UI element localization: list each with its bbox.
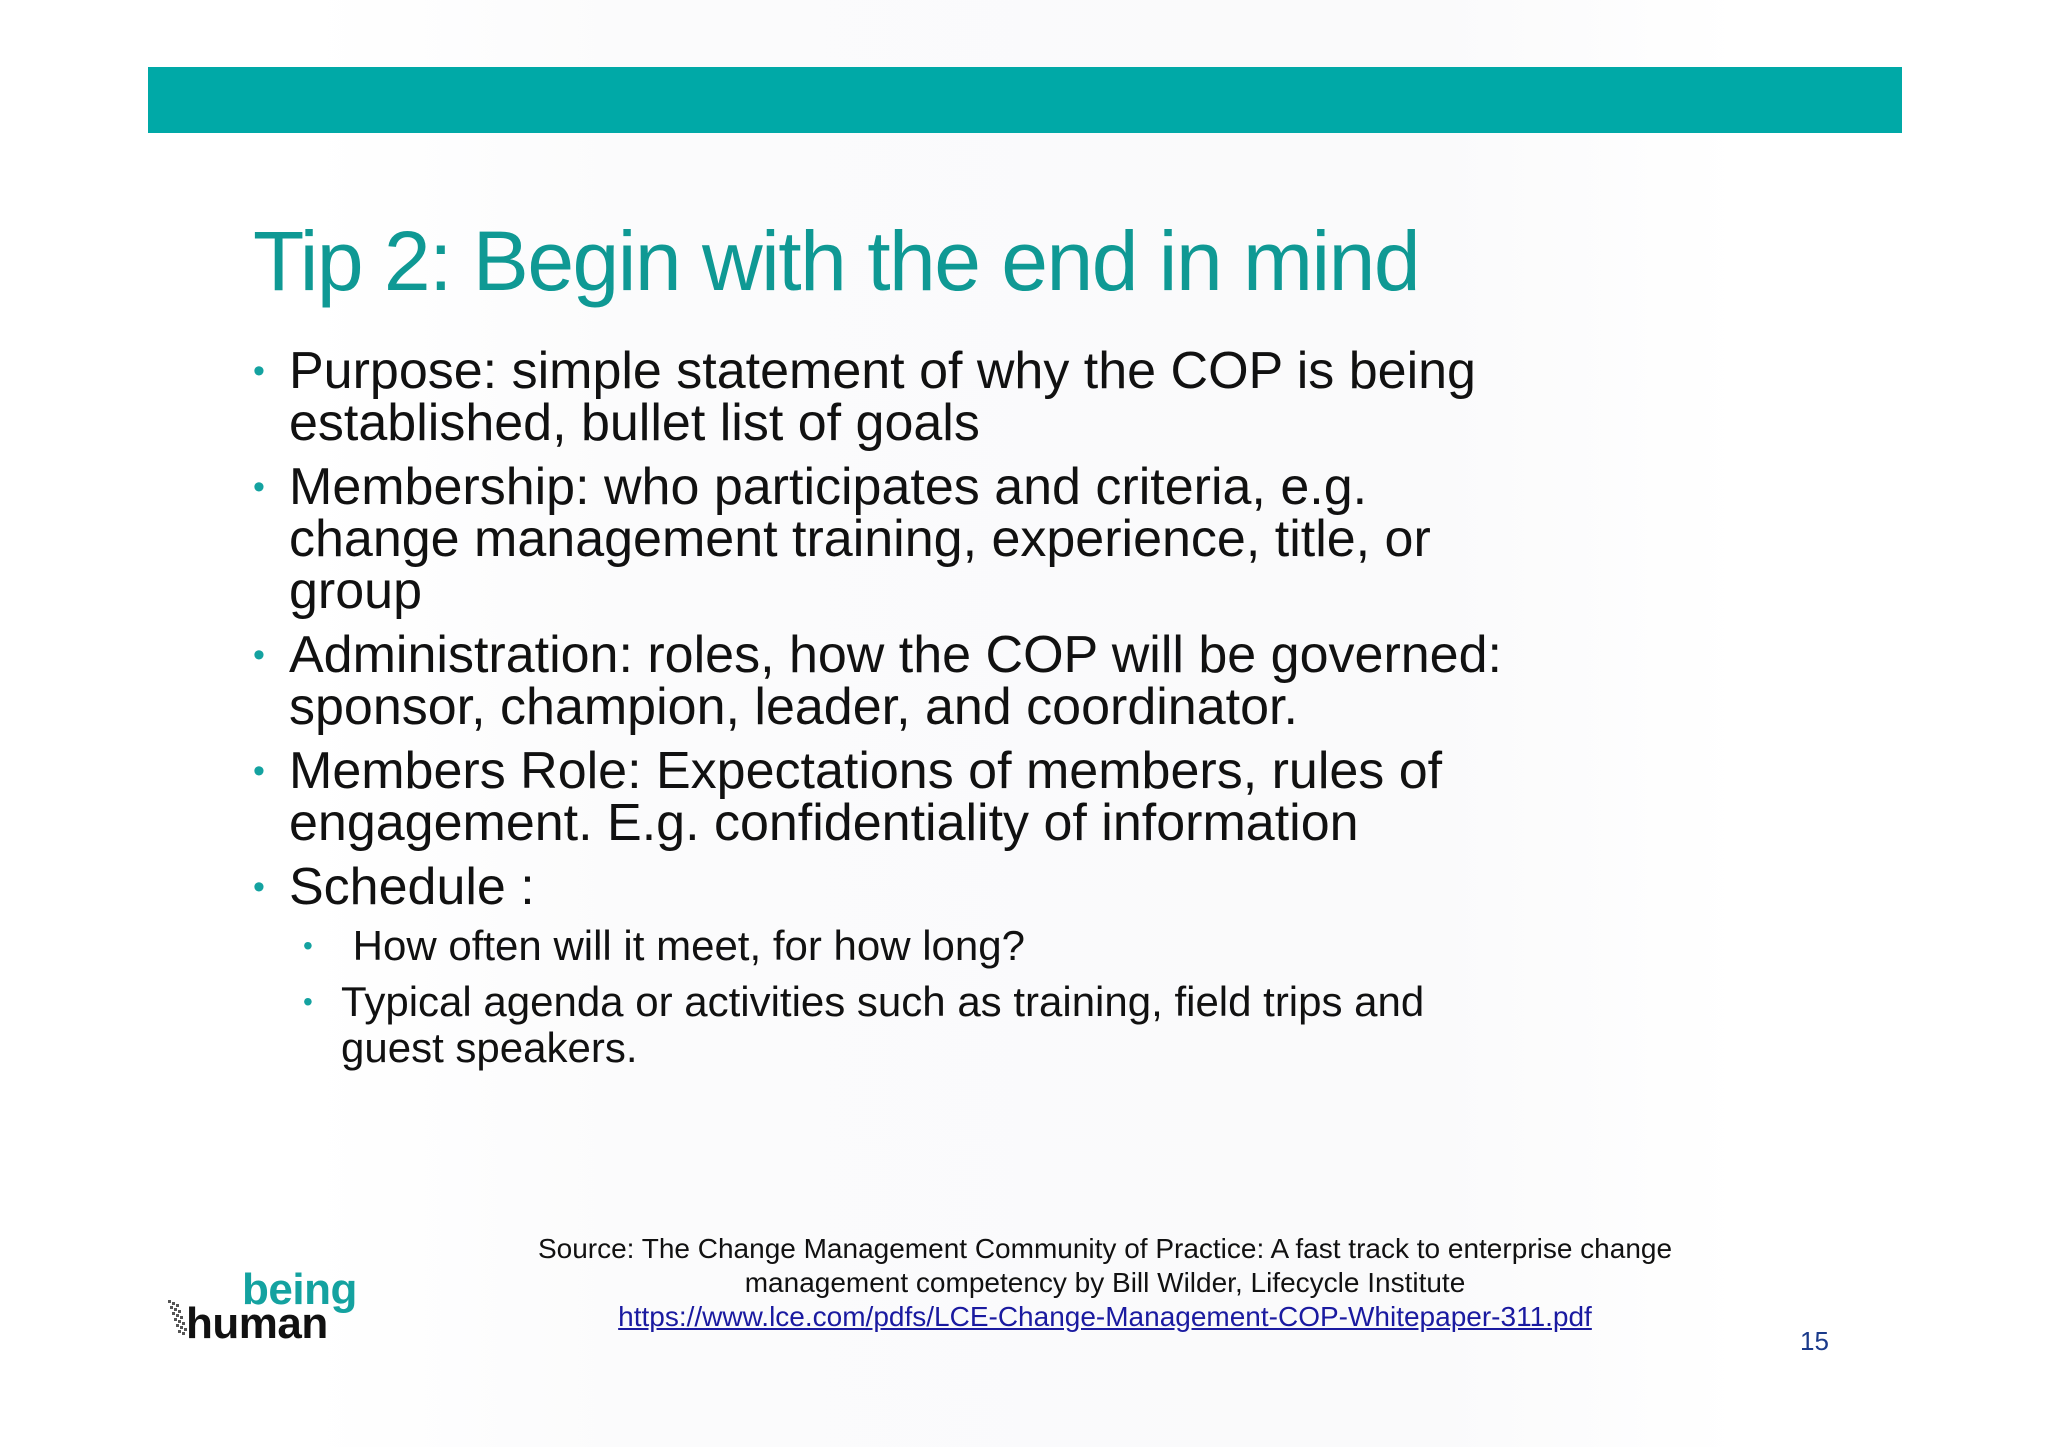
source-citation xyxy=(490,1232,1720,1334)
header-accent-bar xyxy=(148,67,1902,133)
sub-bullet-marker: • xyxy=(303,986,313,1017)
schedule-sub-list xyxy=(289,923,1513,1071)
bullet-text: Schedule : xyxy=(289,858,535,916)
logo-word-human: human xyxy=(186,1299,328,1348)
bullet-marker: • xyxy=(253,352,265,390)
slide-title: Tip 2: Begin with the end in mind xyxy=(253,214,1420,308)
bullet-members-role xyxy=(253,742,1513,852)
page-number: 15 xyxy=(1800,1326,1829,1356)
source-line-1: Source: The Change Management Community of Practice: A fast track to enterprise change xyxy=(537,1233,1673,1264)
bullet-membership xyxy=(253,458,1513,620)
bullet-text: Administration: roles, how the COP will be governed: sponsor, champion, leader, and coordinator. xyxy=(289,626,1502,736)
being-human-logo xyxy=(168,1265,378,1348)
sub-bullet-text: How often will it meet, for how long? xyxy=(341,922,1025,969)
bullet-marker: • xyxy=(253,868,265,906)
sub-bullet-text: Typical agenda or activities such as training, field trips and guest speakers. xyxy=(341,978,1425,1071)
sub-bullet-frequency xyxy=(289,923,1513,969)
source-link[interactable]: https://www.lce.com/pdfs/LCE-Change-Management-COP-Whitepaper-311.pdf xyxy=(618,1301,1592,1332)
bullet-marker: • xyxy=(253,468,265,506)
bullet-text: Membership: who participates and criteria, e.g. change management training, experience, title, or group xyxy=(289,458,1431,620)
bullet-administration xyxy=(253,626,1513,736)
source-line-2: management competency by Bill Wilder, Lifecycle Institute xyxy=(744,1267,1466,1298)
bullet-text: Purpose: simple statement of why the COP is being established, bullet list of goals xyxy=(289,342,1476,452)
bullet-text: Members Role: Expectations of members, rules of engagement. E.g. confidentiality of information xyxy=(289,742,1443,852)
bullet-marker: • xyxy=(253,636,265,674)
bullet-purpose xyxy=(253,342,1513,452)
bullet-marker: • xyxy=(253,752,265,790)
sub-bullet-agenda xyxy=(289,979,1513,1071)
bullet-list xyxy=(253,342,1513,1083)
logo-word-being: being xyxy=(242,1265,357,1314)
sub-bullet-marker: • xyxy=(303,930,313,961)
bullet-schedule xyxy=(253,858,1513,1071)
